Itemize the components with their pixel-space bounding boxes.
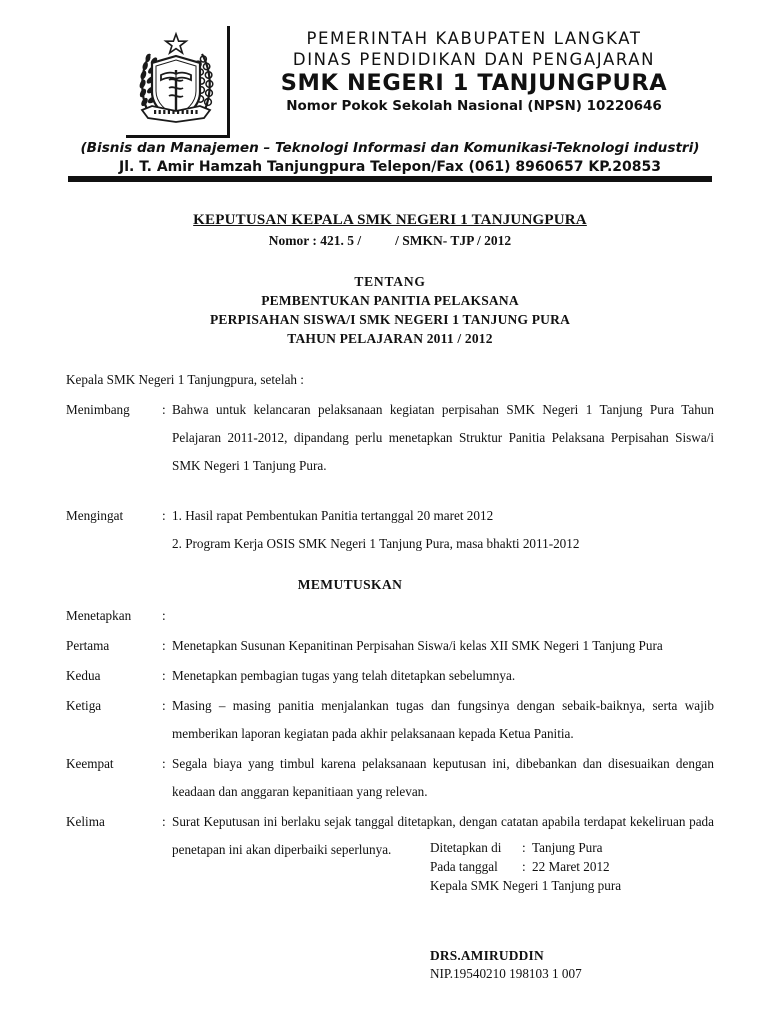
clause-kelima-label: Kelima: [66, 814, 105, 829]
document-number-prefix: Nomor : 421. 5 /: [268, 233, 362, 248]
letterhead-line-school-name: SMK NEGERI 1 TANJUNGPURA: [280, 70, 668, 96]
letterhead-top-row: [66, 26, 714, 138]
clause-mengingat-colon: :: [162, 508, 166, 523]
letterhead-line-address: Jl. T. Amir Hamzah Tanjungpura Telepon/Fax (061) 8960657 KP.20853: [119, 159, 661, 175]
letterhead-line-programs: (Bisnis dan Manajemen – Teknologi Informasi dan Komunikasi-Teknologi industri): [80, 140, 700, 156]
signature-date-value: 22 Maret 2012: [532, 859, 610, 874]
clause-kedua: [66, 662, 714, 690]
clause-kedua-text: Menetapkan pembagian tugas yang telah ditetapkan sebelumnya.: [172, 668, 516, 683]
clause-menetapkan-label: Menetapkan: [66, 608, 132, 623]
clause-keempat-label: Keempat: [66, 756, 114, 771]
clause-pertama-colon: :: [162, 638, 166, 653]
clause-kelima-text: Surat Keputusan ini berlaku sejak tanggal ditetapkan, dengan catatan apabila terdapat kekeliruan pada penetapan ini akan diperbaiki seperlunya.: [172, 814, 714, 857]
mengingat-item-1: 1. Hasil rapat Pembentukan Panitia tertanggal 20 maret 2012: [172, 508, 494, 523]
clause-kedua-label: Kedua: [66, 668, 101, 683]
clause-menetapkan-colon: :: [162, 608, 166, 623]
clause-menimbang-text: Bahwa untuk kelancaran pelaksanaan kegiatan perpisahan SMK Negeri 1 Tanjung Pura Tahun Pelajaran 2011-2012, dipandang perlu menetapkan Struktur Panitia Pelaksana Perpisahan Siswa/i SMK Negeri 1 Tanjung Pura.: [172, 402, 714, 473]
signature-block: [430, 838, 730, 983]
signature-place-value: Tanjung Pura: [532, 840, 603, 855]
clause-mengingat: [66, 502, 714, 558]
clause-kelima-colon: :: [162, 814, 166, 829]
clause-ketiga: [66, 692, 714, 748]
letterhead-line-department: DINAS PENDIDIKAN DAN PENGAJARAN: [292, 50, 656, 69]
clause-pertama-label: Pertama: [66, 638, 110, 653]
page-title: KEPUTUSAN KEPALA SMK NEGERI 1 TANJUNGPURA: [193, 212, 587, 228]
document-title-block: [66, 210, 714, 348]
letterhead-line-npsn: Nomor Pokok Sekolah Nasional (NPSN) 10220646: [286, 98, 662, 114]
clause-ketiga-text: Masing – masing panitia menjalankan tugas dan fungsinya dengan sebaik-baiknya, serta wajib memberikan laporan kegiatan pada akhir pelaksanaan kepada Ketua Panitia.: [172, 698, 714, 741]
subject-line-3: TAHUN PELAJARAN 2011 / 2012: [287, 331, 493, 346]
signature-date-label: Pada tanggal: [430, 859, 498, 874]
letterhead-text: [230, 26, 714, 116]
school-crest-emblem: [128, 28, 224, 132]
signatory-nip: NIP.19540210 198103 1 007: [430, 966, 582, 981]
clause-menetapkan: [66, 602, 714, 630]
signature-date-row: [430, 857, 730, 876]
letterhead-divider-rule: [68, 176, 712, 182]
school-crest-logo-box: [126, 26, 230, 138]
signature-date-colon: :: [522, 859, 526, 874]
signature-place-row: [430, 838, 730, 857]
document-number-suffix: / SMKN- TJP / 2012: [395, 233, 512, 248]
document-body: [66, 366, 714, 864]
clause-pertama-text: Menetapkan Susunan Kepanitinan Perpisahan Siswa/i kelas XII SMK Negeri 1 Tanjung Pura: [172, 638, 663, 653]
clause-menimbang-label: Menimbang: [66, 402, 130, 417]
subject-line-2: PERPISAHAN SISWA/I SMK NEGERI 1 TANJUNG PURA: [209, 312, 571, 327]
signature-place-label: Ditetapkan di: [430, 840, 502, 855]
clause-keempat-colon: :: [162, 756, 166, 771]
clause-pertama: [66, 632, 714, 660]
clause-menimbang-colon: :: [162, 402, 166, 417]
clause-mengingat-list: [172, 502, 714, 558]
decision-heading: MEMUTUSKAN: [297, 577, 403, 592]
clause-mengingat-label: Mengingat: [66, 508, 124, 523]
clause-kedua-colon: :: [162, 668, 166, 683]
clause-ketiga-colon: :: [162, 698, 166, 713]
subject-line-1: PEMBENTUKAN PANITIA PELAKSANA: [261, 293, 519, 308]
body-intro: Kepala SMK Negeri 1 Tanjungpura, setelah :: [66, 372, 304, 387]
signature-role: Kepala SMK Negeri 1 Tanjung pura: [430, 878, 622, 893]
letterhead: [66, 26, 714, 177]
clause-keempat: [66, 750, 714, 806]
clause-menimbang: [66, 396, 714, 480]
clause-keempat-text: Segala biaya yang timbul karena pelaksanaan keputusan ini, dibebankan dan disesuaikan dengan keadaan dan anggaran kepanitiaan yang relevan.: [172, 756, 714, 799]
mengingat-item-2: 2. Program Kerja OSIS SMK Negeri 1 Tanjung Pura, masa bhakti 2011-2012: [172, 536, 580, 551]
body-spacer: [66, 480, 714, 500]
letterhead-line-government: PEMERINTAH KABUPATEN LANGKAT: [306, 29, 642, 48]
letterhead-bottom-lines: [66, 139, 714, 177]
document-number: [66, 231, 714, 251]
about-label: TENTANG: [354, 274, 426, 289]
signatory-name: DRS.AMIRUDDIN: [430, 948, 544, 963]
clause-ketiga-label: Ketiga: [66, 698, 102, 713]
signature-place-colon: :: [522, 840, 526, 855]
